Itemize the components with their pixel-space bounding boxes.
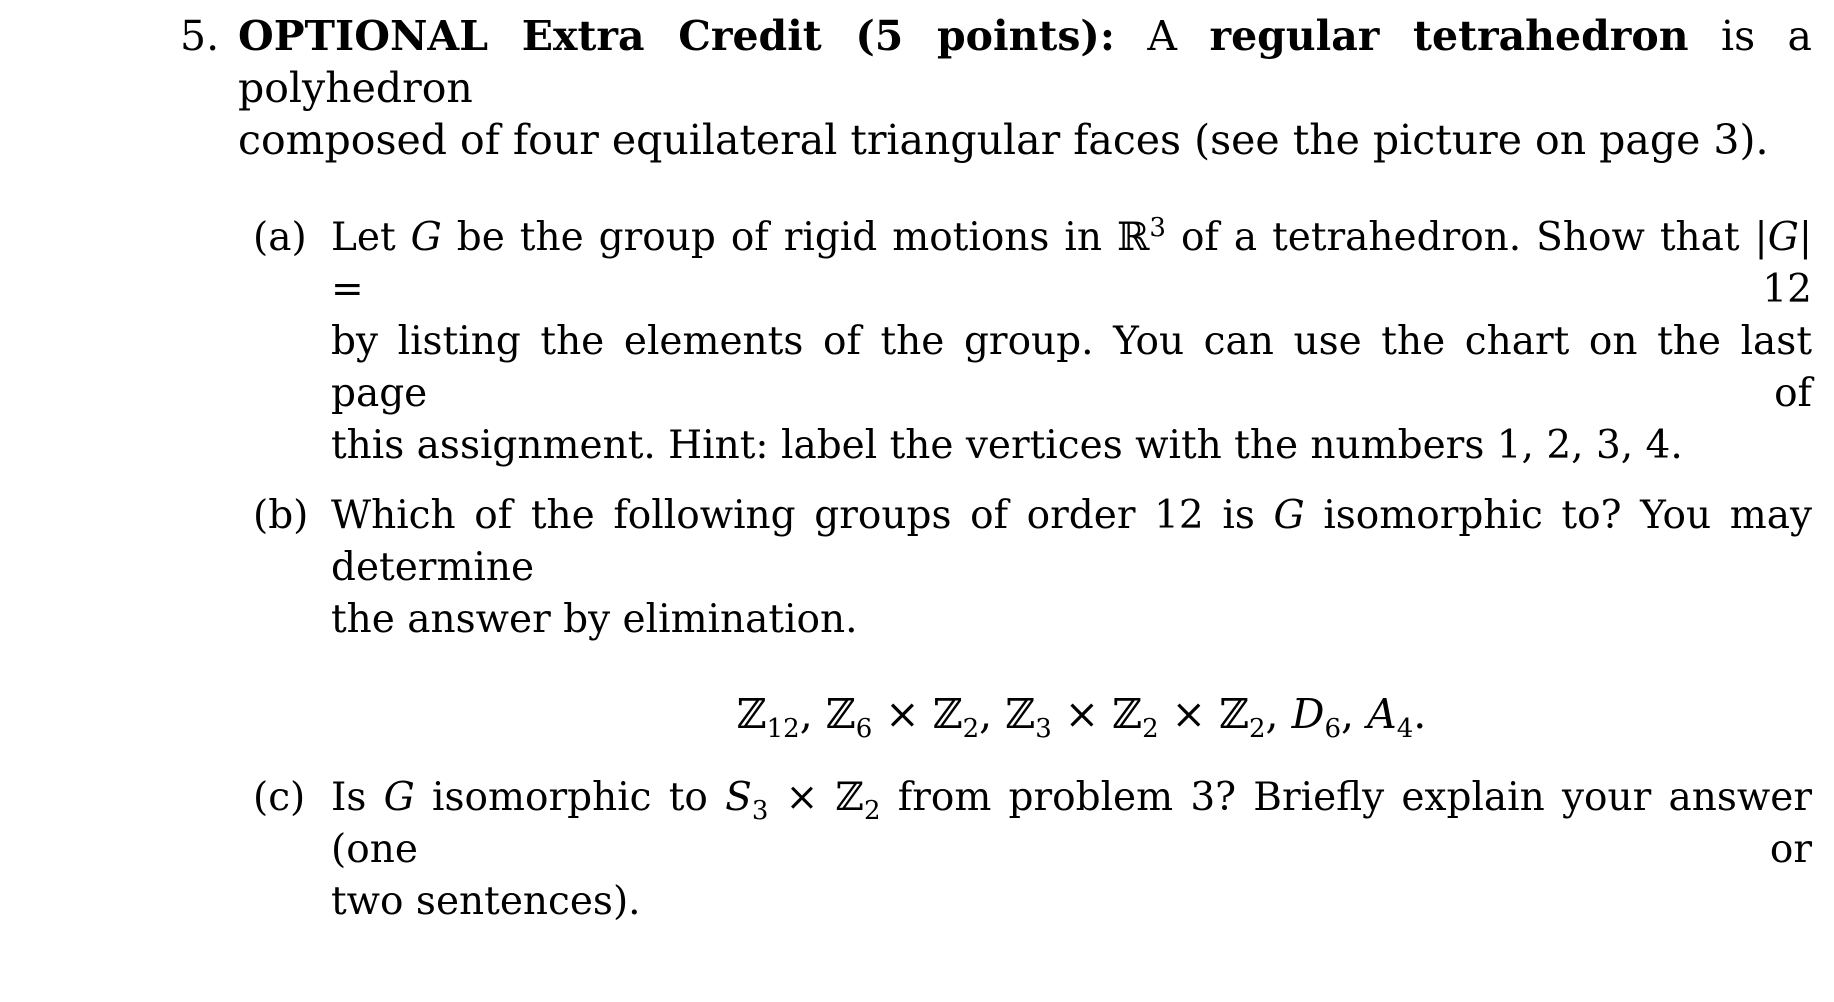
problem-5 [180,10,1812,928]
part-b-line-2: the answer by elimination. [331,597,858,642]
math-exponent: 3 [1149,213,1166,243]
math-R: ℝ [1117,215,1150,260]
intro-text-post: is a polyhedron [238,12,1812,112]
subscript: 2 [1249,714,1266,745]
subscript: 6 [855,714,873,745]
text: of a tetrahedron. Show that | [1165,215,1768,260]
math-G: G [1767,215,1799,260]
period: . [1413,690,1427,738]
math-A: A [1367,690,1397,738]
intro-line-1 [238,10,1812,114]
separator: , [799,690,826,738]
math-G: G [383,775,415,820]
problem-number: 5. [180,12,220,60]
intro-text: A [1114,12,1210,60]
part-c [253,772,1812,928]
part-a-line-3: this assignment. Hint: label the vertices with the numbers 1, 2, 3, 4. [331,423,1683,468]
subscript: 2 [864,795,881,826]
subscript: 12 [766,714,800,745]
text: Is [331,775,384,820]
math-Z: ℤ [835,775,864,820]
part-a-line-1 [331,212,1812,316]
separator: , [979,690,1006,738]
text: Which of the following groups of order 12 is [331,493,1274,538]
subscript: 3 [1035,714,1052,745]
math-Z: ℤ [1219,690,1249,738]
text: be the group of rigid motions in [441,215,1117,260]
part-b-label: (b) [253,493,309,538]
part-c-label: (c) [253,775,306,820]
text: from problem 3? Briefly explain your answer (one or [331,775,1812,872]
math-Z: ℤ [1112,690,1143,738]
math-Z: ℤ [736,690,767,738]
math-G: G [410,215,442,260]
part-a [253,212,1812,472]
times-sign: × [1158,690,1220,738]
intro-line-2: composed of four equilateral triangular faces (see the picture on page 3). [238,116,1769,164]
text: isomorphic to? You may determine [331,493,1812,590]
text: Let [331,215,411,260]
separator: , [1341,690,1368,738]
subscript: 4 [1396,714,1414,745]
subscript: 3 [751,795,769,826]
part-a-label: (a) [253,215,307,260]
math-Z: ℤ [825,690,856,738]
subscript: 2 [1142,714,1159,745]
part-b [253,490,1812,646]
problem-intro [180,10,1812,166]
part-a-line-2: by listing the elements of the group. You can use the chart on the last page of [331,319,1812,416]
text: | = 12 [331,215,1812,312]
key-term: regular tetrahedron [1209,12,1689,60]
part-c-line-2: two sentences). [331,879,641,924]
part-c-line-1 [331,772,1812,876]
part-b-line-1 [331,490,1812,594]
times-sign: × [872,690,933,738]
math-S: S [725,775,752,820]
math-D: D [1291,690,1325,738]
math-Z: ℤ [932,690,963,738]
times-sign: × [768,775,836,820]
math-Z: ℤ [1005,690,1036,738]
parts-list [253,212,1812,928]
math-G: G [1273,493,1305,538]
times-sign: × [1051,690,1113,738]
subscript: 6 [1324,714,1342,745]
groups-display [331,688,1812,745]
subscript: 2 [962,714,980,745]
text: isomorphic to [414,775,726,820]
separator: , [1265,690,1292,738]
problem-title: OPTIONAL Extra Credit (5 points): [238,12,1115,60]
